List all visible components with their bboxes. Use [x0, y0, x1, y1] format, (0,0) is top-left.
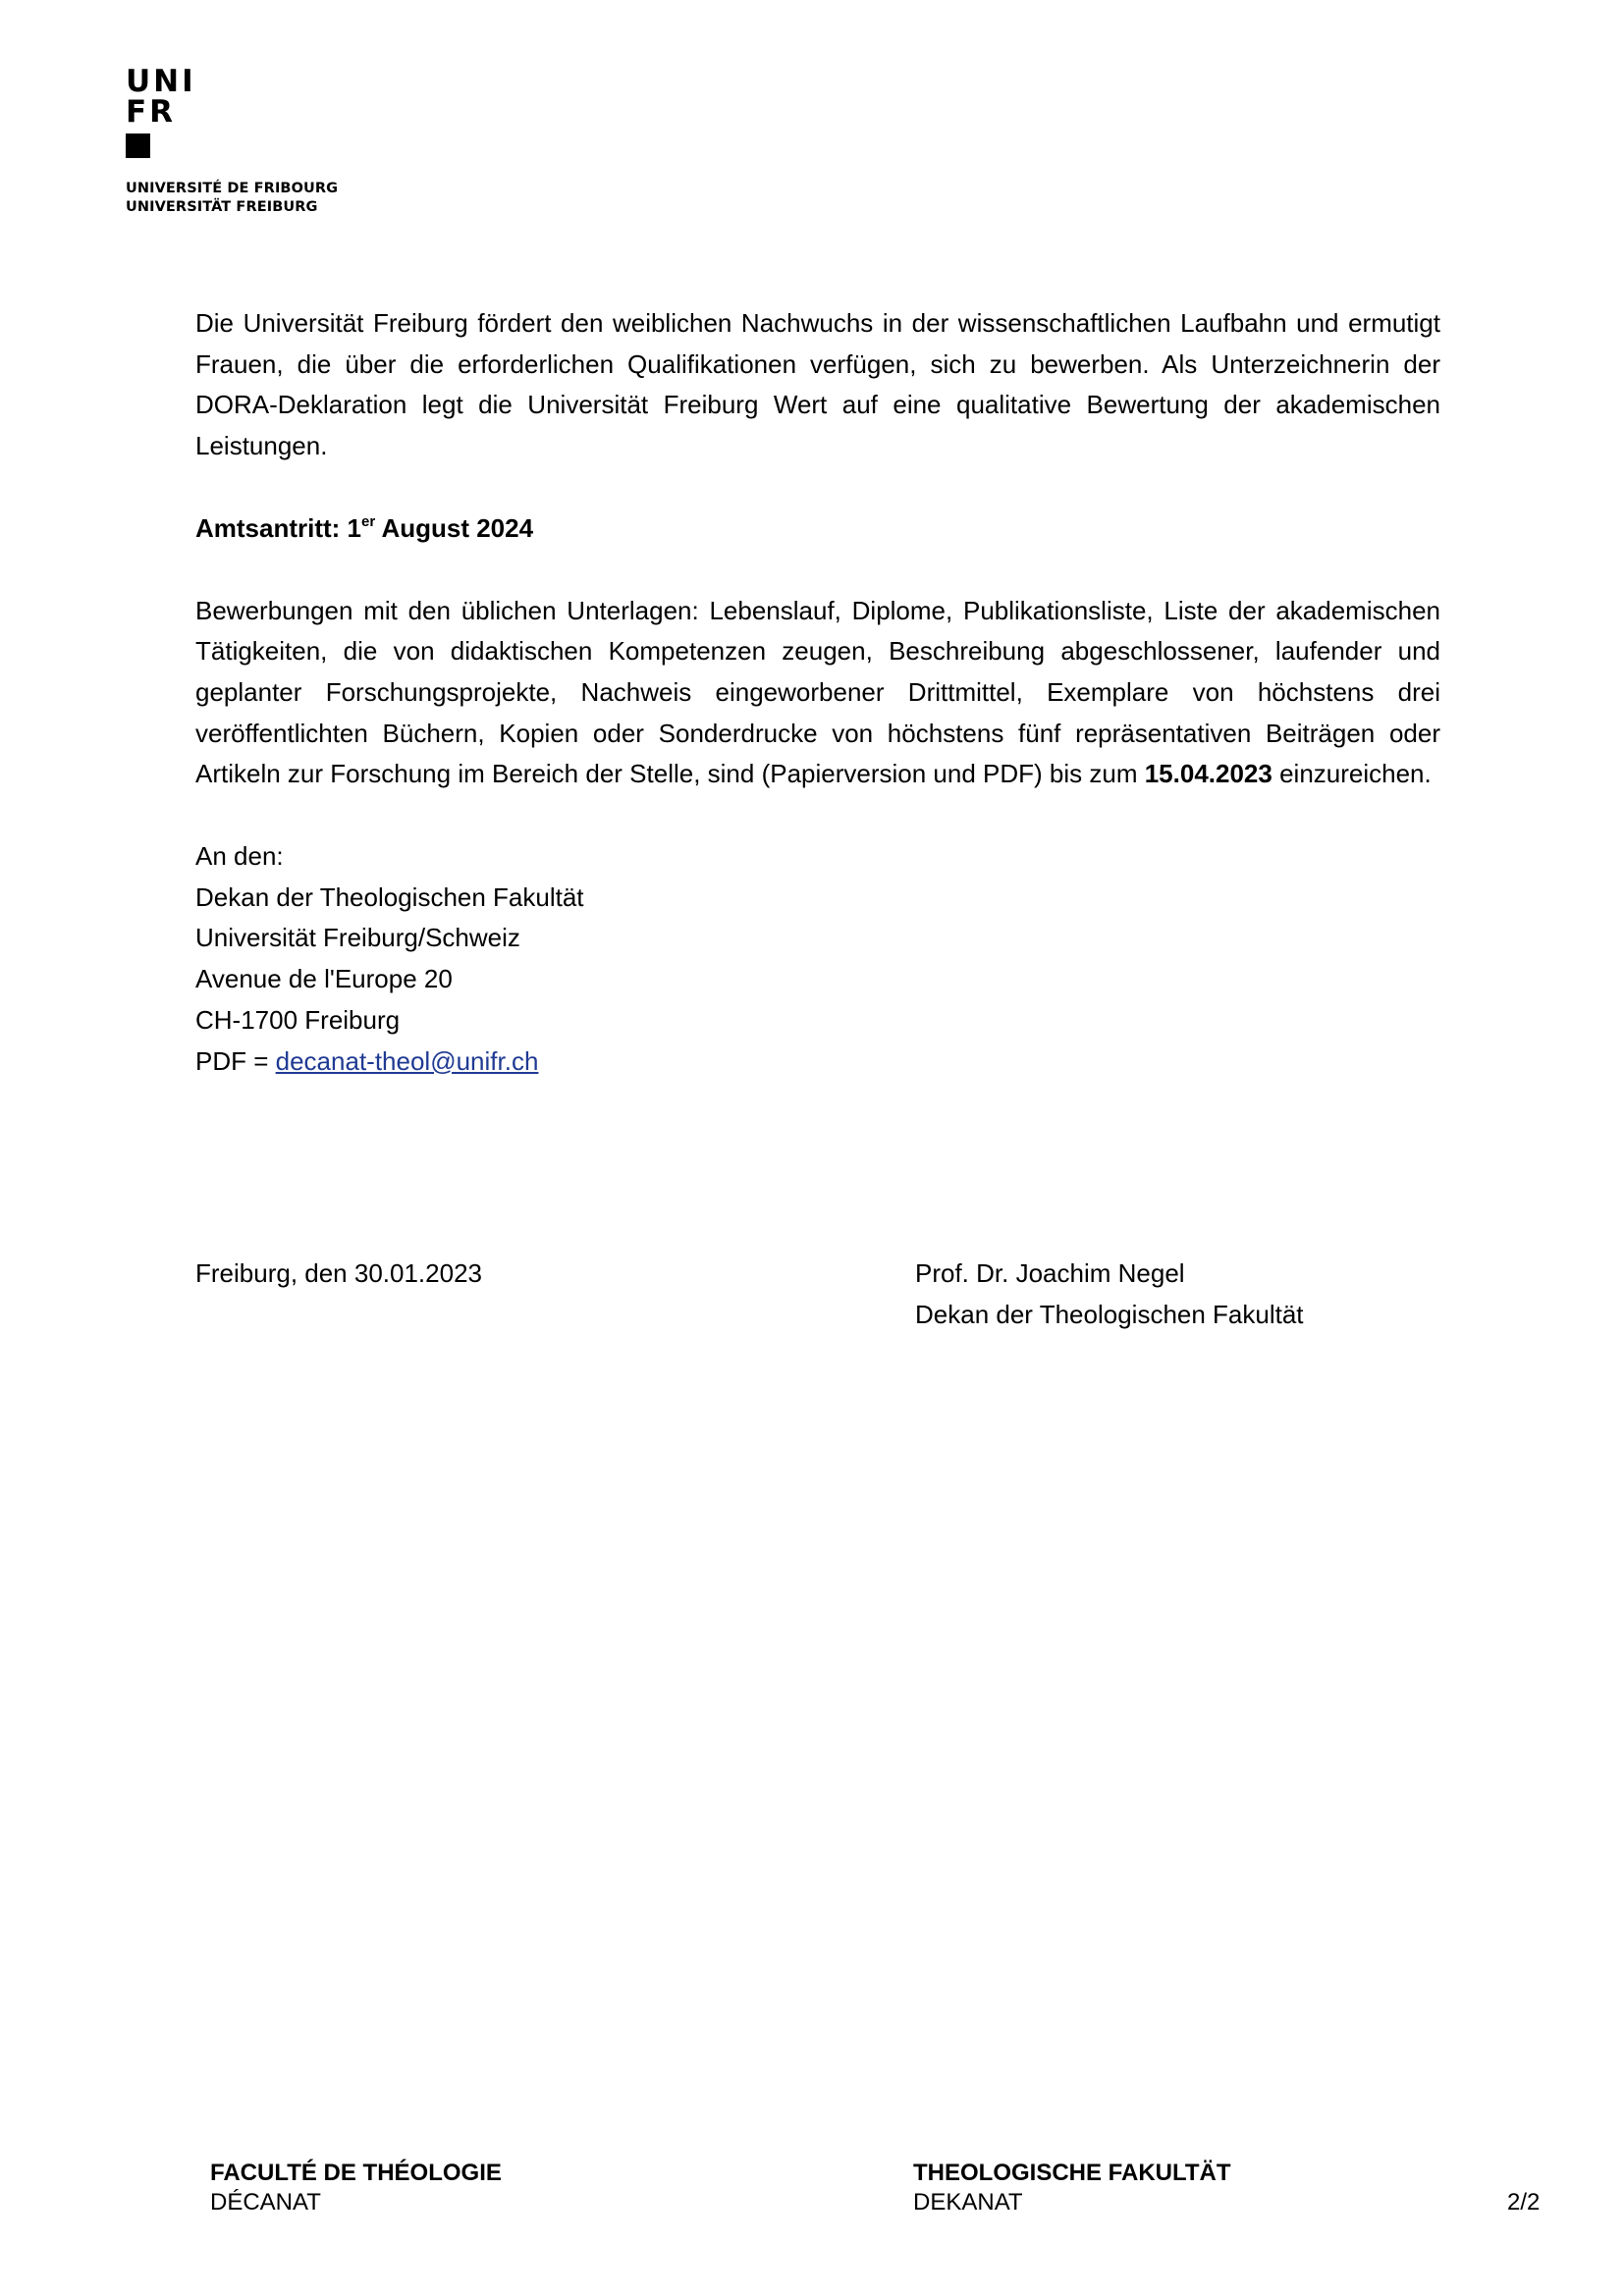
- footer-left: [210, 2159, 502, 2217]
- footer-faculty-de: THEOLOGISCHE FAKULTÄT: [913, 2160, 1231, 2186]
- address-institution: Universität Freiburg/Schweiz: [195, 923, 520, 953]
- logo-square-icon: [126, 133, 150, 158]
- footer-office-de: DEKANAT: [913, 2189, 1023, 2216]
- address-street: Avenue de l'Europe 20: [195, 964, 453, 994]
- start-date-heading: [195, 508, 1440, 550]
- address-city: CH-1700 Freiburg: [195, 1004, 401, 1035]
- logo-name-de: UNIVERSITÄT FREIBURG: [126, 199, 318, 215]
- logo-mark-line1: UNI: [126, 64, 196, 99]
- logo-name-fr: UNIVERSITÉ DE FRIBOURG: [126, 181, 339, 196]
- email-link[interactable]: decanat-theol@unifr.ch: [275, 1045, 539, 1076]
- address-recipient: Dekan der Theologischen Fakultät: [195, 881, 584, 912]
- application-paragraph: [195, 591, 1440, 796]
- footer-office-fr: DÉCANAT: [210, 2189, 321, 2216]
- address-pdf-label: PDF =: [195, 1045, 276, 1076]
- document-body: [195, 303, 1440, 1082]
- signatory-name: Prof. Dr. Joachim Negel: [915, 1258, 1185, 1288]
- application-text: Bewerbungen mit den üblichen Unterlagen: Lebenslauf, Diplome, Publikationsliste, Liste der akademischen Tätigkeiten, die von didaktischen Kompetenzen zeugen, Beschreibung abgeschlossener, laufender und geplanter Forschungsprojekte, Nachweis eingeworbener Drittmittel, Exemplare von höchstens drei veröffentlichten Büchern, Kopien oder Sonderdrucke von höchstens fünf repräsentativen Beiträgen oder Artikeln zur Forschung im Bereich der Stelle, sind (Papierversion und PDF) bis zum: [195, 595, 1440, 789]
- signatory-block: [915, 1254, 1304, 1335]
- footer-faculty-fr: FACULTÉ DE THÉOLOGIE: [210, 2160, 502, 2186]
- address-email-line: [195, 1041, 1440, 1083]
- start-date-label: Amtsantritt: 1: [195, 512, 362, 543]
- page-number: 2/2: [1507, 2189, 1541, 2216]
- application-deadline: 15.04.2023: [1144, 759, 1272, 789]
- signatory-title: Dekan der Theologischen Fakultät: [915, 1299, 1304, 1329]
- university-logo: [126, 64, 361, 217]
- start-date-superscript: er: [361, 512, 376, 530]
- intro-paragraph: Die Universität Freiburg fördert den weiblichen Nachwuchs in der wissenschaftlichen Laufbahn und ermutigt Frauen, die über die erforderlichen Qualifikationen verfügen, sich zu bewerben. Als Unterzeichnerin der DORA-Deklaration legt die Universität Freiburg Wert auf eine qualitative Bewertung der akademischen Leistungen.: [195, 308, 1440, 461]
- logo-mark-line2: FR: [126, 94, 177, 130]
- address-to: An den:: [195, 841, 284, 872]
- address-block: [195, 836, 1440, 1082]
- footer-right: [913, 2159, 1231, 2217]
- application-text-end: einzureichen.: [1272, 759, 1432, 789]
- start-date-value: August 2024: [375, 512, 534, 543]
- place-date: Freiburg, den 30.01.2023: [195, 1258, 482, 1288]
